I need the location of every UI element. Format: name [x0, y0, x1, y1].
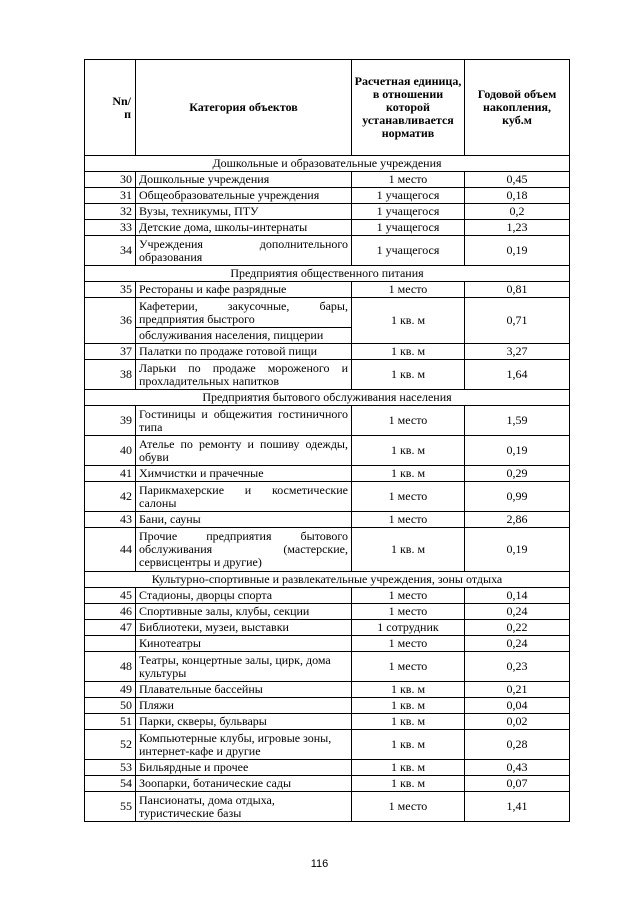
row-category: Спортивные залы, клубы, секции	[136, 604, 352, 620]
row-category: Ателье по ремонту и пошиву одежды, обуви	[136, 436, 352, 466]
row-number: 40	[85, 436, 136, 466]
section-title: Культурно-спортивные и развлекательные учреждения, зоны отдыха	[85, 572, 570, 588]
row-volume: 0,18	[465, 188, 570, 204]
row-unit: 1 учащегося	[352, 236, 465, 266]
table-row	[85, 792, 570, 822]
row-volume: 1,64	[465, 360, 570, 390]
row-category: Пансионаты, дома отдыха, туристические базы	[136, 792, 352, 822]
row-number: 54	[85, 776, 136, 792]
row-number: 34	[85, 236, 136, 266]
row-number: 52	[85, 730, 136, 760]
row-category: Кафетерии, закусочные, бары, предприятия быстрого	[136, 298, 352, 328]
row-number: 49	[85, 682, 136, 698]
row-category: Вузы, техникумы, ПТУ	[136, 204, 352, 220]
row-number: 37	[85, 344, 136, 360]
row-volume: 0,43	[465, 760, 570, 776]
table-row	[85, 528, 570, 572]
row-category: Химчистки и прачечные	[136, 466, 352, 482]
row-volume: 1,41	[465, 792, 570, 822]
row-volume: 0,24	[465, 636, 570, 652]
row-unit: 1 место	[352, 792, 465, 822]
row-category: Плавательные бассейны	[136, 682, 352, 698]
row-number: 44	[85, 528, 136, 572]
row-category: Библиотеки, музеи, выставки	[136, 620, 352, 636]
row-category: Пляжи	[136, 698, 352, 714]
row-unit: 1 место	[352, 652, 465, 682]
table-row	[85, 512, 570, 528]
row-number: 47	[85, 620, 136, 636]
row-volume: 0,22	[465, 620, 570, 636]
row-unit: 1 кв. м	[352, 714, 465, 730]
row-volume: 0,24	[465, 604, 570, 620]
table-header-row	[85, 60, 570, 156]
row-volume: 0,71	[465, 298, 570, 344]
row-category: Зоопарки, ботанические сады	[136, 776, 352, 792]
row-number: 33	[85, 220, 136, 236]
row-unit: 1 кв. м	[352, 730, 465, 760]
row-volume: 0,02	[465, 714, 570, 730]
row-unit: 1 кв. м	[352, 298, 465, 344]
table-row	[85, 436, 570, 466]
row-category: Парки, скверы, бульвары	[136, 714, 352, 730]
row-volume: 0,29	[465, 466, 570, 482]
row-category: Бильярдные и прочее	[136, 760, 352, 776]
section-title: Предприятия бытового обслуживания населения	[85, 390, 570, 406]
norms-table	[84, 59, 570, 822]
row-volume: 1,59	[465, 406, 570, 436]
header-category: Категория объектов	[136, 60, 352, 156]
table-row	[85, 730, 570, 760]
row-category: Парикмахерские и косметические салоны	[136, 482, 352, 512]
row-number: 43	[85, 512, 136, 528]
header-volume: Годовой объем накопления, куб.м	[465, 60, 570, 156]
row-volume: 2,86	[465, 512, 570, 528]
row-unit: 1 место	[352, 636, 465, 652]
table-row	[85, 298, 570, 328]
row-number: 50	[85, 698, 136, 714]
section-title: Дошкольные и образовательные учреждения	[85, 156, 570, 172]
row-volume: 0,19	[465, 236, 570, 266]
row-number: 39	[85, 406, 136, 436]
row-category: Гостиницы и общежития гостиничного типа	[136, 406, 352, 436]
row-category: Театры, концертные залы, цирк, дома культуры	[136, 652, 352, 682]
row-number: 53	[85, 760, 136, 776]
row-volume: 0,19	[465, 436, 570, 466]
table-body	[85, 156, 570, 822]
row-volume: 0,45	[465, 172, 570, 188]
row-number: 48	[85, 652, 136, 682]
table-row	[85, 776, 570, 792]
table-row	[85, 604, 570, 620]
row-volume: 0,04	[465, 698, 570, 714]
row-number: 36	[85, 298, 136, 344]
table-row	[85, 760, 570, 776]
row-number: 55	[85, 792, 136, 822]
table-row	[85, 172, 570, 188]
table-row	[85, 636, 570, 652]
row-unit: 1 кв. м	[352, 344, 465, 360]
row-volume: 0,28	[465, 730, 570, 760]
section-row	[85, 390, 570, 406]
row-unit: 1 место	[352, 588, 465, 604]
row-unit: 1 кв. м	[352, 698, 465, 714]
row-volume: 3,27	[465, 344, 570, 360]
row-number: 45	[85, 588, 136, 604]
table-row	[85, 714, 570, 730]
table-row	[85, 698, 570, 714]
row-unit: 1 место	[352, 482, 465, 512]
table-row	[85, 220, 570, 236]
table-row	[85, 204, 570, 220]
table-row	[85, 282, 570, 298]
row-unit: 1 кв. м	[352, 776, 465, 792]
table-row	[85, 236, 570, 266]
row-number: 35	[85, 282, 136, 298]
row-category: Ларьки по продаже мороженого и прохладительных напитков	[136, 360, 352, 390]
row-category: Кинотеатры	[136, 636, 352, 652]
row-number: 31	[85, 188, 136, 204]
row-volume: 0,81	[465, 282, 570, 298]
row-category: Рестораны и кафе разрядные	[136, 282, 352, 298]
row-unit: 1 учащегося	[352, 220, 465, 236]
row-category: Детские дома, школы-интернаты	[136, 220, 352, 236]
row-category: Компьютерные клубы, игровые зоны, интернет-кафе и другие	[136, 730, 352, 760]
section-row	[85, 156, 570, 172]
row-unit: 1 место	[352, 604, 465, 620]
section-title: Предприятия общественного питания	[85, 266, 570, 282]
row-unit: 1 кв. м	[352, 682, 465, 698]
row-volume: 0,07	[465, 776, 570, 792]
row-volume: 0,21	[465, 682, 570, 698]
row-number: 42	[85, 482, 136, 512]
row-number: 32	[85, 204, 136, 220]
row-category: Бани, сауны	[136, 512, 352, 528]
row-volume: 0,23	[465, 652, 570, 682]
row-volume: 1,23	[465, 220, 570, 236]
header-num: Nn/ п	[85, 60, 136, 156]
row-volume: 0,99	[465, 482, 570, 512]
row-unit: 1 место	[352, 172, 465, 188]
row-number	[85, 636, 136, 652]
row-number: 30	[85, 172, 136, 188]
row-unit: 1 кв. м	[352, 466, 465, 482]
row-unit: 1 кв. м	[352, 528, 465, 572]
table-row	[85, 482, 570, 512]
table-row	[85, 466, 570, 482]
table-row	[85, 360, 570, 390]
row-number: 51	[85, 714, 136, 730]
table-row	[85, 652, 570, 682]
row-category: Учреждения дополнительного образования	[136, 236, 352, 266]
row-unit: 1 учащегося	[352, 188, 465, 204]
row-volume: 0,2	[465, 204, 570, 220]
table-row	[85, 682, 570, 698]
table-row	[85, 344, 570, 360]
row-unit: 1 сотрудник	[352, 620, 465, 636]
row-number: 46	[85, 604, 136, 620]
row-volume: 0,14	[465, 588, 570, 604]
table-row	[85, 588, 570, 604]
row-unit: 1 кв. м	[352, 436, 465, 466]
section-row	[85, 266, 570, 282]
table-row	[85, 620, 570, 636]
page-number: 116	[310, 858, 329, 870]
row-category: Палатки по продаже готовой пищи	[136, 344, 352, 360]
row-category-continuation: обслуживания населения, пиццерии	[136, 328, 352, 344]
row-unit: 1 кв. м	[352, 760, 465, 776]
row-number: 38	[85, 360, 136, 390]
row-category: Дошкольные учреждения	[136, 172, 352, 188]
row-unit: 1 учащегося	[352, 204, 465, 220]
section-row	[85, 572, 570, 588]
row-unit: 1 место	[352, 406, 465, 436]
row-category: Прочие предприятия бытового обслуживания (мастерские, сервисцентры и другие)	[136, 528, 352, 572]
row-unit: 1 кв. м	[352, 360, 465, 390]
row-volume: 0,19	[465, 528, 570, 572]
row-category: Общеобразовательные учреждения	[136, 188, 352, 204]
row-category: Стадионы, дворцы спорта	[136, 588, 352, 604]
header-unit: Расчетная единица, в отношении которой устанавливается норматив	[352, 60, 465, 156]
table-row	[85, 406, 570, 436]
table-row	[85, 188, 570, 204]
row-number: 41	[85, 466, 136, 482]
row-unit: 1 место	[352, 512, 465, 528]
row-unit: 1 место	[352, 282, 465, 298]
